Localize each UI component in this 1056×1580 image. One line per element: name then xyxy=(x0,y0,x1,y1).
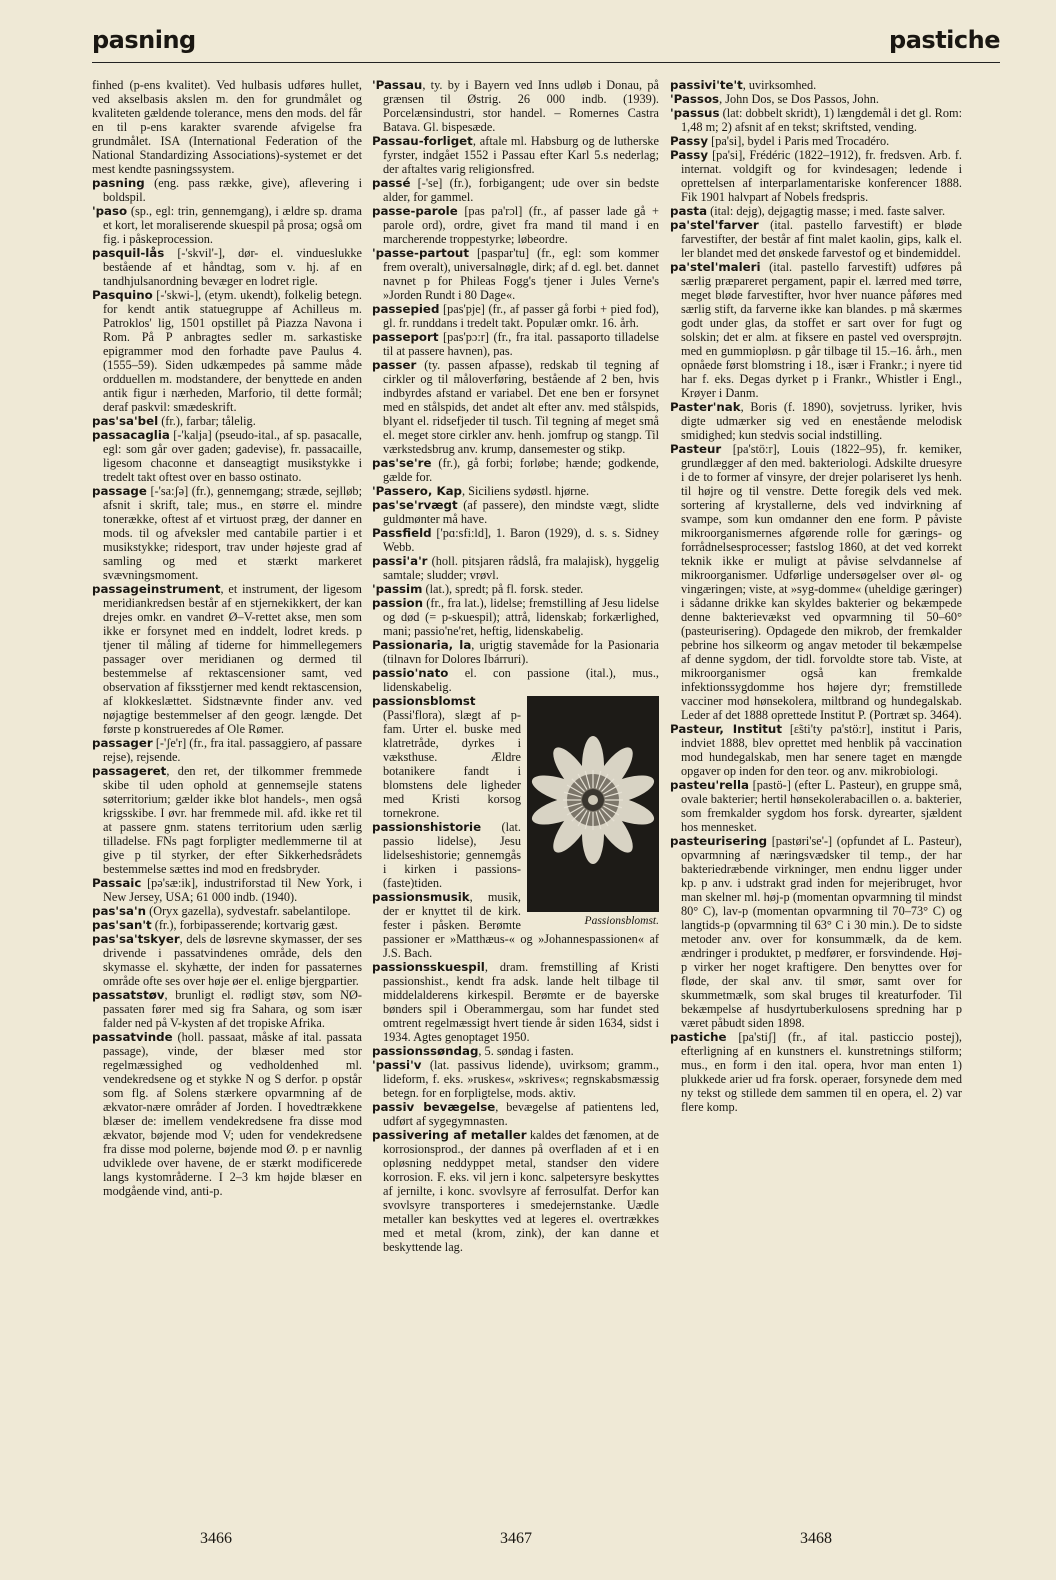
entry-text: , brunligt el. rødligt støv, som NØ-passaten fører med sig fra Sahara, og som især falder ned på V-kysten af det tropiske Afrika. xyxy=(103,988,362,1030)
entry-text: (ty. passen afpasse), redskab til tegning af cirkler og til måloverføring, bestående af 2 ben, hvis indbyrdes afstand er variabel. Det ene ben er forsynet med en stålspids, det andet alt efter anv. med stålspids, blyant el. ridsefjeder til tusch. Til tegning af meget små el. meget store cirkler anv. henh. jomfrup og stangp. Til værkstedsbrug anv. krump, dansemester og stikp. xyxy=(383,358,659,456)
dictionary-entry xyxy=(372,1128,659,1254)
dictionary-entry xyxy=(92,582,362,736)
entry-headword: passio'nato xyxy=(372,666,449,680)
dictionary-entry xyxy=(372,134,659,176)
entry-headword: Passaic xyxy=(92,876,142,890)
entry-headword: pasteurisering xyxy=(670,834,768,848)
dictionary-entry xyxy=(670,722,962,778)
entry-text: [ɛ̃sti'ty pa'stö:r], institut i Paris, indviet 1888, blev oprettet med henblik på vaccination mod hundegalskab, men har senere taget en mængde opgaver op inden for den teor. og anv. mikrobiologi. xyxy=(681,722,962,778)
entry-headword: Pasquino xyxy=(92,288,153,302)
entry-text: [-'se] (fr.), forbigangent; ude over sin bedste alder, for gammel. xyxy=(383,176,659,204)
entry-text: [pa'stiʃ] (fr., af ital. pasticcio postej), efterligning af en kunstners el. kunstretnings stilform; mus., en form i den ital. opera, hvor man enten 1) plukkede arier ud fra forsk. operaer, forsynede dem med ny tekst og stillede dem sammen til en opera, el. 2) var flere komp. xyxy=(681,1030,962,1114)
dictionary-entry xyxy=(92,204,362,246)
dictionary-entry xyxy=(372,484,659,498)
entry-text: (lat: dobbelt skridt), 1) længdemål i det gl. Rom: 1,48 m; 2) afsnit af en tekst; skriftsted, vending. xyxy=(681,106,962,134)
entry-headword: passivi'te't xyxy=(670,78,743,92)
entry-headword: pasta xyxy=(670,204,708,218)
entry-text: (fr.), gå forbi; forløbe; hænde; godkende, gælde for. xyxy=(383,456,659,484)
entry-text: [pastö-] (efter L. Pasteur), en gruppe små, ovale bakterier; hertil hønsekolerabacillen o. a. bakterier, som fremkalder sygdom hos forsk. dyrearter, sjældent hos mennesket. xyxy=(681,778,962,834)
entry-headword: pa'stel'maleri xyxy=(670,260,761,274)
column-3 xyxy=(670,78,962,1476)
entry-text: [pas'pje] (fr., af passer gå forbi + pied fod), gl. fr. runddans i tredelt takt. Populær omkr. 16. årh. xyxy=(383,302,659,330)
dictionary-entry xyxy=(670,78,962,92)
dictionary-entry xyxy=(92,988,362,1030)
entry-text: [pastøri'se'-] (opfundet af L. Pasteur), opvarmning af næringsvædsker til temp., der har bakteriedræbende virkninger, men endnu ligger under kp. p anv. i udstrakt grad inden for mejeribruget, hvor man skelner ml. høj-p (momentan opvarmning til mindst 80° C), lav-p (momentan opvarmning til 70–73° C) og langtids-p (opvarmning til 63° C i 30 min.). De to sidste metoder anv. over for konsummælk, da de kem. ændringer i produktet, p medfører, er forsvindende. Høj-p virker her noget kraftigere. Den benyttes over for fløde, der skal anv. til smør, samt over for skummetmælk, som skal bruges til kreaturfoder. Til bekæmpelse af husdyrtuberkulosens spredning har p været påbudt siden 1898. xyxy=(681,834,962,1030)
entry-text: [pas'pɔ:r] (fr., fra ital. passaporto tilladelse til at passere havnen), pas. xyxy=(383,330,659,358)
entry-text: , musik, der er knyttet til de kirk. fester i påsken. Berømte passioner er »Matthæus-« og »Johannespassionen« af J.S. Bach. xyxy=(383,890,659,960)
dictionary-entry xyxy=(670,400,962,442)
dictionary-entry xyxy=(372,582,659,596)
entry-headword: 'Passos xyxy=(670,92,720,106)
entry-text: [pas pa'rɔl] (fr., af passer lade gå + parole ord), ordre, givet fra mand til mand i en marcherende troppestyrke; løbeordre. xyxy=(383,204,659,246)
entry-text: [pa'si], bydel i Paris med Trocadéro. xyxy=(708,134,890,148)
entry-text: , John Dos, se Dos Passos, John. xyxy=(719,92,879,106)
entry-text: [-'skwi-], (etym. ukendt), folkelig betegn. for kendt antik statuegruppe af Achilleus m. Patroklos' lig, 1501 opstillet på Piazza Navona i Rom. På P anbragtes sedler m. sarkastiske epigrammer mod den forhadte pave Paulus 4. (1555–59). Siden udkæmpedes på samme måde ordduellen m. modstandere, der benyttede en anden antik figur i nærheden, Marforio, til dette formål; deraf paskvil: smædeskrift. xyxy=(103,288,362,414)
dictionary-entry xyxy=(92,918,362,932)
entry-headword: passage xyxy=(92,484,147,498)
entry-headword: pasning xyxy=(92,176,145,190)
entry-text: , bevægelse af patientens led, udført af sygegymnasten. xyxy=(383,1100,659,1128)
column-2 xyxy=(372,78,659,1476)
dictionary-entry xyxy=(372,246,659,302)
dictionary-entry xyxy=(92,764,362,876)
entry-text: (lat.), spredt; på fl. forsk. steder. xyxy=(422,582,584,596)
entry-headword: Passfield xyxy=(372,526,432,540)
entry-text: , aftale ml. Habsburg og de lutherske fyrster, indgået 1552 i Passau efter Karl 5.s nederlag; der aftaltes varig religionsfred. xyxy=(383,134,659,176)
header-left-guideword: pasning xyxy=(92,26,196,54)
entry-text: (Oryx gazella), sydvestafr. sabelantilope. xyxy=(146,904,351,918)
entry-headword: pa'stel'farver xyxy=(670,218,759,232)
entry-headword: pasquil-lås xyxy=(92,246,165,260)
dictionary-entry xyxy=(372,302,659,330)
entry-headword: 'Passero, Kap xyxy=(372,484,463,498)
dictionary-entry xyxy=(670,134,962,148)
entry-headword: passionsblomst xyxy=(372,694,476,708)
entry-text: kaldes det fænomen, at de korrosionsprod., der dannes på overfladen af et i en opløsning neddyppet metal, standser den videre korrosion. F. eks. vil jern i konc. salpetersyre beskyttes af jernilte, i konc. svovlsyre af ferrosulfat. Derfor kan svovlsyre transporteres i smedejernstanke. Uædle metaller kan beskyttes ved at legeres el. overtrækkes med et metal (krom, zink), der kan danne et beskyttende lag. xyxy=(383,1128,659,1254)
dictionary-entry xyxy=(670,778,962,834)
entry-headword: passionssøndag xyxy=(372,1044,479,1058)
entry-text: ['pɑ:sfi:ld], 1. Baron (1929), d. s. s. Sidney Webb. xyxy=(383,526,659,554)
entry-headword: passé xyxy=(372,176,411,190)
entry-text: (Passi'flora), slægt af p-fam. Urter el. buske med klatretråde, dyrkes i væksthuse. Ældre botanikere fandt i blomstens dele ligheder med Kristi korsog tornekrone. xyxy=(383,708,521,820)
dictionary-entry xyxy=(92,1030,362,1198)
entry-headword: pas'sa'bel xyxy=(92,414,159,428)
entry-text: (ital. pastello farvestift) er bløde farvestifter, der består af fint malet kaolin, gips, kalk el. ler blandet med det ønskede farvestof og et bindemiddel. xyxy=(681,218,962,260)
dictionary-entry xyxy=(92,484,362,582)
entry-headword: 'Passau xyxy=(372,78,423,92)
figure-caption: Passionsblomst. xyxy=(584,915,659,927)
dictionary-entry xyxy=(92,246,362,288)
entry-text: , Siciliens sydøstl. hjørne. xyxy=(462,484,590,498)
entry-text: el. con passione (ital.), mus., lidenskabelig. xyxy=(383,666,659,694)
entry-text: [pə'sæ:ik], industriforstad til New York, i New Jersey, USA; 61 000 indb. (1940). xyxy=(103,876,362,904)
entry-text: [pa'stö:r], Louis (1822–95), fr. kemiker, grundlægger af den med. bakteriologi. Adskilte druesyre i de to former af vinsyre, der drejer polariseret lys henh. til højre og til venstre. Dette foregik dels ved mek. sortering af krystallerne, dels ved indvirkning af svampe, som kun omdanner den ene form. P påviste mikroorganismernes afgørende rolle for gærings- og forrådnelsesprocesser; fastslog 1860, at det ved korrekt teknik ikke er muligt at påvise selvdannelse af mikroorganismer. Udførlige undersøgelser over øl- og vingæringen; viste, at »syg-domme« (uheldige gæringer) i sådanne drikke kan skyldes bakterier og bekæmpede denne bakterievækst ved opvarmning til 50–60° (pasteurisering). Opdagede den mikrob, der fremkalder pebrine hos silkeorm og angav metoder til bekæmpelse af denne sygdom, der tidl. forvoldte store tab. Viste, at mikroorganismer også kan fremkalde infektionssygdomme hos højere dyr; fremstillede vacciner mod hønsekolera, miltbrand og hundegalskab. Leder af det 1888 oprettede Institut P. (Portræt sp. 3464). xyxy=(681,442,962,722)
dictionary-entry xyxy=(92,876,362,904)
entry-headword: Pasteur xyxy=(670,442,722,456)
header-right-guideword: pastiche xyxy=(889,26,1000,54)
dictionary-entry xyxy=(670,442,962,722)
dictionary-entry xyxy=(670,260,962,400)
dictionary-entry xyxy=(372,204,659,246)
entry-headword: 'passus xyxy=(670,106,720,120)
running-header xyxy=(92,26,1000,66)
passion-flower-figure xyxy=(527,696,659,928)
page-number-3468: 3468 xyxy=(800,1530,832,1547)
dictionary-entry xyxy=(670,1030,962,1114)
entry-continuation xyxy=(92,78,362,176)
entry-headword: pas'se're xyxy=(372,456,432,470)
dictionary-entry xyxy=(670,204,962,218)
entry-text: (holl. pitsjaren rådslå, fra malajisk), hyggelig samtale; sludder; vrøvl. xyxy=(383,554,659,582)
dictionary-entry xyxy=(92,904,362,918)
entry-text: (lat. passivus lidende), uvirksom; gramm., lideform, f. eks. »ruskes«, »skrives«; regnskabsmæssig betegn. for en forpligtelse, mods. aktiv. xyxy=(383,1058,659,1100)
dictionary-entry xyxy=(372,960,659,1044)
entry-text: , urigtig stavemåde for la Pasionaria (tilnavn for Dolores Ibárruri). xyxy=(383,638,659,666)
entry-headword: passacaglia xyxy=(92,428,170,442)
dictionary-entry xyxy=(372,358,659,456)
dictionary-entry xyxy=(372,78,659,134)
dictionary-entry xyxy=(372,1058,659,1100)
dictionary-entry xyxy=(92,414,362,428)
page-number-3466: 3466 xyxy=(200,1530,232,1547)
entry-text: (sp., egl: trin, gennemgang), i ældre sp. drama et kort, let moraliserende skuespil på prosa; også om fig. i påskeprocession. xyxy=(103,204,362,246)
entry-text: (eng. pass række, give), aflevering i boldspil. xyxy=(103,176,362,204)
dictionary-entry xyxy=(92,932,362,988)
entry-text: , uvirksomhed. xyxy=(742,78,817,92)
entry-text: , dram. fremstilling af Kristi passionshist., kendt fra adsk. lande helt tilbage til middelalderens kirkespil. Berømte er de bayerske bønders spil i Oberammergau, som har fundet sted omtrent regelmæssigt hvert tiende år siden 1634, sidst i 1934. Agtes genoptaget 1950. xyxy=(383,960,659,1044)
dictionary-entry xyxy=(92,736,362,764)
dictionary-entry xyxy=(372,526,659,554)
entry-headword: 'passi'v xyxy=(372,1058,422,1072)
entry-text: (lat. passio lidelse), Jesu lidelseshistorie; gennemgås i kirken i passions-(faste)tiden. xyxy=(383,820,521,890)
dictionary-entry xyxy=(92,288,362,414)
entry-text: , dels de løsrevne skymasser, der ses drivende i passatvindenes område, dels den skymasse el. skyhætte, der inden for passaternes område ofte ses over høje øer el. enlige bjergpartier. xyxy=(103,932,362,988)
entry-headword: passatvinde xyxy=(92,1030,173,1044)
entry-text: [paspar'tu] (fr., egl: som kommer frem overalt), universalnøgle, dirk; af d. egl. bet. dannet navnet p for Phileas Fogg's tjener i Jules Verne's »Jorden Rundt i 80 Dage«. xyxy=(383,246,659,302)
entry-headword: 'passe-partout xyxy=(372,246,469,260)
entry-headword: passiv bevægelse xyxy=(372,1100,496,1114)
entry-text: [-'sa:ʃə] (fr.), gennemgang; stræde, sejlløb; afsnit i skrift, tale; mus., en større el. mindre tonerække, oftest af et virtuost præg, der danner en mods. til og afveksler med cantabile partier i et musikstykke; ridesport, trav under højeste grad af samling og med et stærkt markeret svævningsmoment. xyxy=(103,484,362,582)
entry-text: (ital. pastello farvestift) udføres på særlig præpareret pergament, papir el. lærred med tørre, meget bløde farvestifter, hvor hver nuance påføres med særlig stift, da farverne ikke kan blandes. p må skærmes godt under glas, da stoffet er sart over for fugt og solskin; det er alm. at fiksere en pastel ved oversprøjtn. med en gummiopløsn. p går tilbage til 15.–16. årh., men opnåede først blomstring i 18., især i Frankr.; i nyere tid har f. eks. Degas dyrket p i Frankr., Whistler i Engl., Krøyer i Danm. xyxy=(681,260,962,400)
entry-headword: pas'sa'tskyer xyxy=(92,932,180,946)
entry-headword: Passionaria, la xyxy=(372,638,472,652)
entry-text: [pa'si], Frédéric (1822–1912), fr. fredsven. Arb. f. internat. voldgift og for kvindesagen; ledende i oprettelsen af interparlamentariske konferencer 1888. Fik 1901 halvpart af Nobels fredspris. xyxy=(681,148,962,204)
dictionary-entry xyxy=(92,176,362,204)
dictionary-entry xyxy=(92,428,362,484)
entry-headword: passepied xyxy=(372,302,440,316)
entry-text: (ital: dejg), dejgagtig masse; i med. faste salver. xyxy=(707,204,946,218)
dictionary-entry xyxy=(372,1100,659,1128)
entry-text: (holl. passaat, måske af ital. passata passage), vinde, der blæser med stor regelmæssighed og vedholdenhed ml. vendekredsene og et stykke N og S derfor. p opstår som flg. af Solens stærkere opvarmning af de ækvator-nære områder af Jorden. I hovedtrækkene blæser de: imellem vendekredsene fra disse mod ækvator, bøjende mod V; uden for vendekredsene fra disse mod polerne, bøjende mod Ø. p er navnlig udviklede over havene, de er stærkt modificerede langs kystområderne. I 2–3 km højde blæser en modgående vind, anti-p. xyxy=(103,1030,362,1198)
entry-text: , ty. by i Bayern ved Inns udløb i Donau, på grænsen til Østrig. 26 000 indb. (1939). Porcelænsindustri, stor handel. – Romernes Castra Batava. Gl. bispesæde. xyxy=(383,78,659,134)
entry-headword: passager xyxy=(92,736,153,750)
dictionary-entry xyxy=(372,1044,659,1058)
entry-headword: Passy xyxy=(670,134,709,148)
entry-headword: passionsmusik xyxy=(372,890,470,904)
entry-headword: 'passim xyxy=(372,582,423,596)
passion-flower-photo xyxy=(527,696,659,912)
entry-headword: Paster'nak xyxy=(670,400,741,414)
dictionary-entry xyxy=(372,666,659,694)
header-rule xyxy=(92,62,1000,63)
entry-text: , den ret, der tilkommer fremmede skibe til uden ophold at gennemsejle statens søterritorium; gælder ikke blot handels-, men også krigsskibe. I øvr. har fremmede mil. afd. ikke ret til at passere gnm. statens territorium uden særlig tilladelse. FNs pagt forpligter medlemmerne til at give p til styrker, der efter Sikkerhedsrådets bestemmelse sættes ind mod en fredsbryder. xyxy=(103,764,362,876)
dictionary-entry xyxy=(372,330,659,358)
entry-text: [-'ʃe'r] (fr., fra ital. passaggiero, af passare rejse), rejsende. xyxy=(103,736,362,764)
entry-headword: passivering af metaller xyxy=(372,1128,527,1142)
dictionary-entry xyxy=(372,554,659,582)
entry-headword: pastiche xyxy=(670,1030,727,1044)
dictionary-entry xyxy=(372,596,659,638)
dictionary-entry xyxy=(670,148,962,204)
entry-text: [-'kalja] (pseudo-ital., af sp. pasacalle, egl: som går over gaden; gadevise), fr. passacaille, ligesom chaconne et danseagtigt musikstykke i tredelt takt oftest over en basso ostinato. xyxy=(103,428,362,484)
entry-headword: passageret xyxy=(92,764,167,778)
dictionary-entry xyxy=(372,456,659,484)
entry-text: (af passere), den mindste vægt, slidte guldmønter må have. xyxy=(383,498,659,526)
entry-text: (fr.), farbar; tålelig. xyxy=(158,414,256,428)
column-1 xyxy=(92,78,362,1476)
dictionary-entry xyxy=(670,92,962,106)
entry-text: (fr., fra lat.), lidelse; fremstilling af Jesu lidelse og død (= p-skuespil); attrå, lidenskab; forkærlighed, mani; passio'ne'ret, heftig, lidenskabelig. xyxy=(383,596,659,638)
entry-text: [-'skvil'-], dør- el. vindueslukke bestående af et håndtag, som v. hj. af en tandhjulsanordning bevæger en lodret rigle. xyxy=(103,246,362,288)
dictionary-entry xyxy=(670,834,962,1030)
entry-headword: pas'sa'n xyxy=(92,904,147,918)
dictionary-entry xyxy=(372,176,659,204)
entry-headword: passer xyxy=(372,358,417,372)
entry-text: (fr.), forbipasserende; kortvarig gæst. xyxy=(151,918,338,932)
dictionary-entry xyxy=(670,218,962,260)
page-number-3467: 3467 xyxy=(500,1530,532,1547)
entry-headword: passi'a'r xyxy=(372,554,428,568)
entry-headword: 'paso xyxy=(92,204,128,218)
entry-headword: Passau-forliget xyxy=(372,134,473,148)
entry-text: , et instrument, der ligesom meridiankredsen består af en stjernekikkert, der kan drejes omkr. en vandret Ø–V-rettet akse, men som ikke er forsynet med en inddelt, lodret kreds. p tjener til måling af tiderne for himmellegemers passager over meridianen og dermed til bestemmelse af rektascensioner samt, ved observation af fiksstjerner med kendt rektascension, af klokkeslættet. Sidstnævnte finder anv. ved nøjagtige bestemmelser af den geogr. længde. Det første p konstrueredes af Ole Rømer. xyxy=(103,582,362,736)
entry-headword: Passy xyxy=(670,148,709,162)
entry-headword: passeport xyxy=(372,330,439,344)
entry-headword: passatstøv xyxy=(92,988,165,1002)
entry-text: , Boris (f. 1890), sovjetruss. lyriker, hvis digte udmærker sig ved en enestående melodisk smidighed; kun stedvis social indstilling. xyxy=(681,400,962,442)
entry-headword: pas'se'rvægt xyxy=(372,498,458,512)
entry-headword: passionsskuespil xyxy=(372,960,485,974)
entry-headword: passe-parole xyxy=(372,204,458,218)
dictionary-entry xyxy=(670,106,962,134)
entry-headword: pas'san't xyxy=(92,918,152,932)
entry-headword: passageinstrument xyxy=(92,582,221,596)
entry-text: , 5. søndag i fasten. xyxy=(478,1044,574,1058)
entry-headword: passion xyxy=(372,596,423,610)
entry-text: finhed (p-ens kvalitet). Ved hulbasis udføres hullet, ved akselbasis akslen m. den for grundmålet og kvaliteten gældende tolerance, mens den mods. del får en til p-ens karakter svarende afvigelse fra grundmålet. ISA (International Federation of the National Standardizing Associations)-systemet er det mest kendte pasningssystem. xyxy=(92,78,362,176)
entry-headword: pasteu'rella xyxy=(670,778,749,792)
dictionary-entry xyxy=(372,498,659,526)
dictionary-entry xyxy=(372,638,659,666)
entry-headword: passionshistorie xyxy=(372,820,482,834)
entry-headword: Pasteur, Institut xyxy=(670,722,782,736)
